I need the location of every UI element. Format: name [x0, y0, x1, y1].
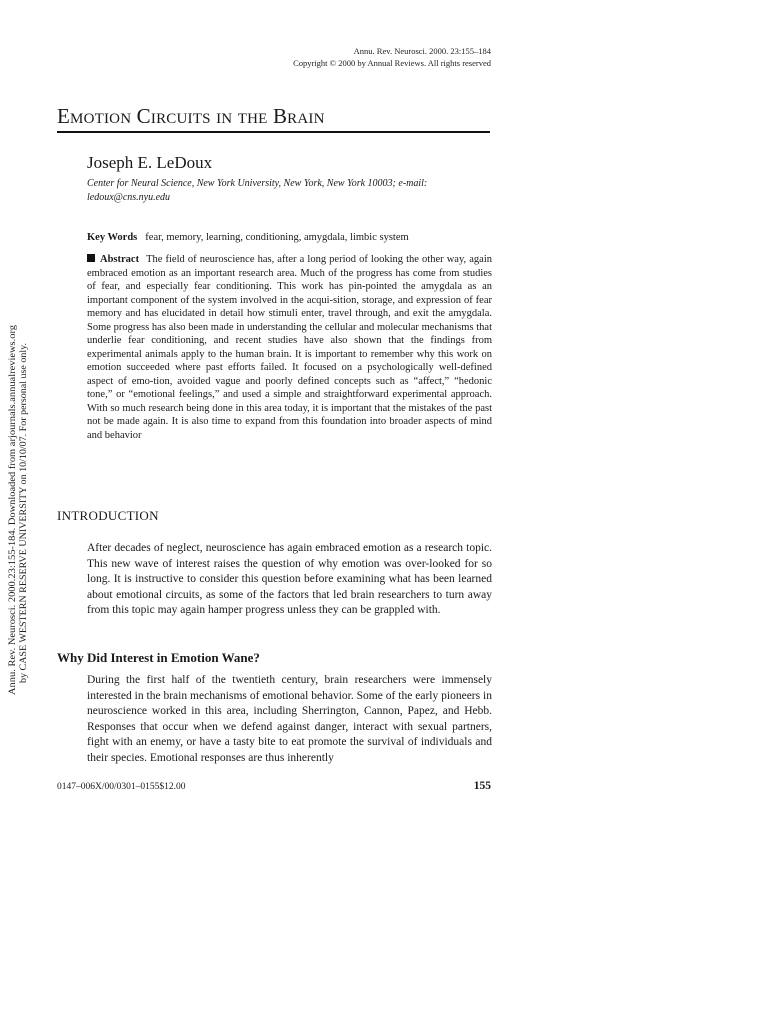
keywords-label: Key Words: [87, 232, 138, 243]
abstract-text: The field of neuroscience has, after a long period of looking the other way, again embraced emotion as an important research area. Much of the progress has come from studies of fear, and especially fear conditioning. This work has pin-pointed the amygdala as an important component of the system involved in the acqui-sition, storage, and expression of fear memory and has elucidated in detail how stimuli enter, travel through, and exit the amygdala. Some progress has also been made in understanding the cellular and molecular mechanisms that underlie fear conditioning, and recent studies have also shown that the findings from experimental animals apply to the human brain. It is important to remember why this work on emotion succeeded where past efforts failed. It focused on a psychologically well-defined aspect of emo-tion, avoided vague and poorly defined concepts such as “affect,” “hedonic tone,” or “emotional feelings,” and used a simple and straightforward experimental approach. With so much research being done in this area today, it is important that the mistakes of the past not be made again. It is also time to expand from this foundation into broader aspects of mind and behavior: [87, 254, 492, 441]
why-interest-waned-heading: Why Did Interest in Emotion Wane?: [57, 650, 260, 665]
copyright-notice: Copyright © 2000 by Annual Reviews. All rights reserved: [293, 58, 491, 68]
introduction-heading: INTRODUCTION: [57, 508, 159, 523]
running-head: [293, 45, 491, 69]
why-interest-waned-paragraph: During the first half of the twentieth century, brain researchers were immensely interested in the brain mechanisms of emotional behavior. Some of the early pioneers in neuroscience worked in this area, including Sherrington, Cannon, Papez, and Hebb. Responses that occur when we defend against danger, interact with sexual partners, fight with an enemy, or have a tasty bite to eat promote the survival of individuals and their species. Emotional responses are thus inherently: [87, 674, 492, 764]
introduction-paragraph: After decades of neglect, neuroscience has again embraced emotion as a research topic. This new wave of interest raises the question of why emotion was over-looked for so long. It is instructive to consider this question before examining what has been learned about emotional circuits, as some of the factors that led brain researchers to turn away from this topic may again hamper progress unless they can be grappled with.: [87, 542, 492, 617]
side-note-line-2: by CASE WESTERN RESERVE UNIVERSITY on 10/10/07. For personal use only.: [18, 377, 28, 683]
journal-citation: Annu. Rev. Neurosci. 2000. 23:155–184: [353, 46, 491, 56]
keywords: [87, 231, 497, 245]
side-note-svg: [4, 325, 32, 695]
author-name: Joseph E. LeDoux: [87, 153, 213, 172]
article-title: Emotion Circuits in the Brain: [57, 104, 325, 128]
abstract: [87, 253, 492, 442]
title-rule: [57, 131, 490, 133]
download-side-note: [4, 325, 32, 695]
abstract-label: Abstract: [100, 254, 140, 265]
author-affiliation: Center for Neural Science, New York University, New York, New York 10003; e-mail: ledoux@cns.nyu.edu: [87, 178, 428, 203]
footer-code: 0147–006X/00/0301–0155$12.00: [57, 782, 186, 792]
keywords-text: fear, memory, learning, conditioning, amygdala, limbic system: [145, 232, 409, 243]
page-number: 155: [473, 780, 491, 792]
abstract-square-icon: [87, 254, 95, 262]
side-note-line-1: Annu. Rev. Neurosci. 2000.23:155-184. Downloaded from arjournals.annualreviews.org: [7, 376, 17, 695]
